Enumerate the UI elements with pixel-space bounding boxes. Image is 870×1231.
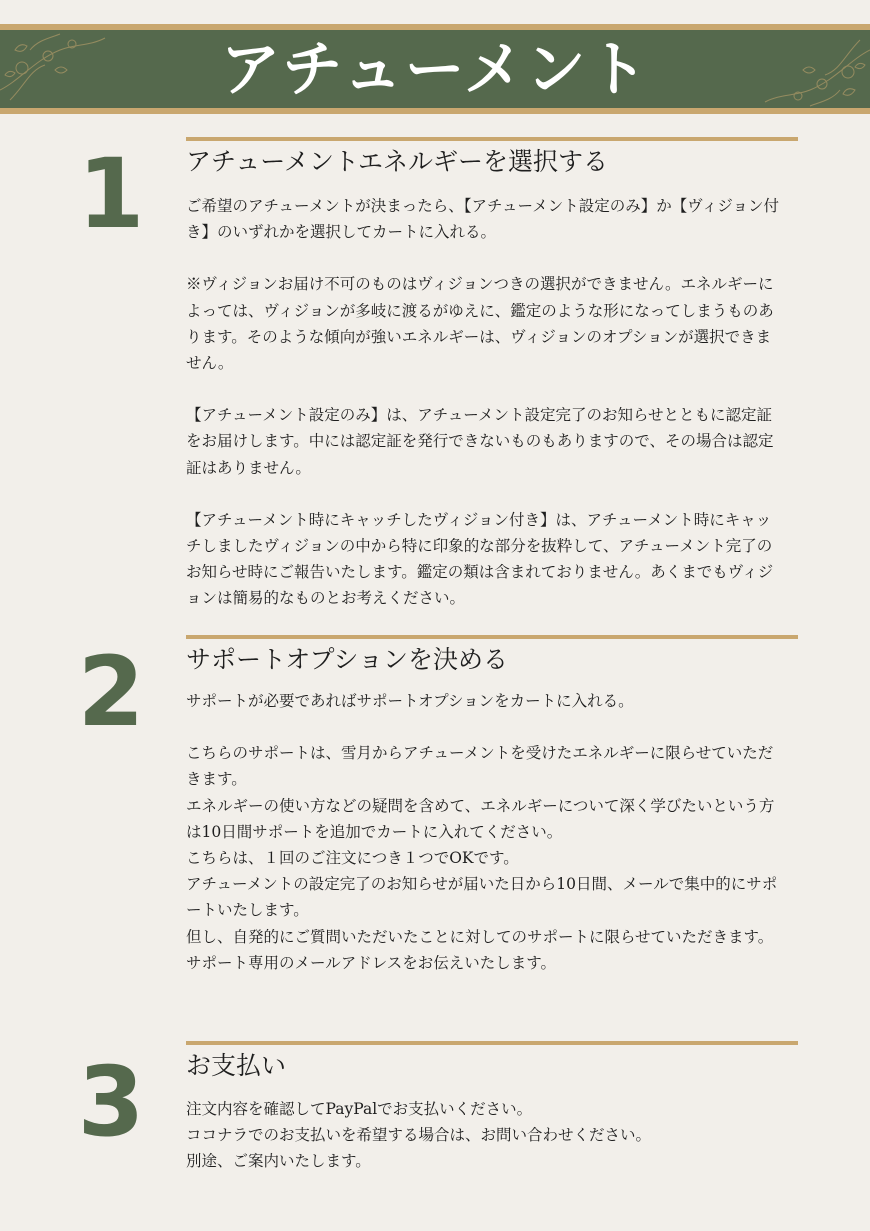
section-divider bbox=[186, 635, 798, 639]
paragraph: アチューメントの設定完了のお知らせが届いた日から10日間、メールで集中的にサポートいたします。 bbox=[186, 875, 778, 920]
section-heading: サポートオプションを決める bbox=[186, 645, 509, 674]
paragraph: 別途、ご案内いたします。 bbox=[186, 1152, 371, 1171]
paragraph: 【アチューメント設定のみ】は、アチューメント設定完了のお知らせとともに認定証をお届けします。中には認定証を発行できないものもありますので、その場合は認定証はありません。 bbox=[186, 406, 774, 477]
page-title: アチューメント bbox=[220, 35, 650, 105]
paragraph: サポートが必要であればサポートオプションをカートに入れる。 bbox=[186, 692, 634, 710]
paragraph: こちらは、１回のご注文につき１つでOKです。 bbox=[186, 849, 519, 868]
section-body bbox=[186, 1096, 786, 1175]
section-heading: アチューメントエネルギーを選択する bbox=[186, 147, 609, 176]
paragraph: サポート専用のメールアドレスをお伝えいたします。 bbox=[186, 953, 556, 972]
paragraph: 但し、自発的にご質問いただいたことに対してのサポートに限らせていただきます。 bbox=[186, 927, 774, 946]
step-number: 1 bbox=[77, 138, 145, 250]
paragraph: ※ヴィジョンお届け不可のものはヴィジョンつきの選択ができません。エネルギーによっては、ヴィジョンが多岐に渡るがゆえに、鑑定のような形になってしまうものあります。そのような傾向が強いエネルギーは、ヴィジョンのオプションが選択できません。 bbox=[186, 275, 774, 373]
title-banner bbox=[0, 24, 870, 114]
paragraph: 【アチューメント時にキャッチしたヴィジョン付き】は、アチューメント時にキャッチしましたヴィジョンの中から特に印象的な部分を抜粋して、アチューメント完了のお知らせ時にご報告いたします。鑑定の類は含まれておりません。あくまでもヴィジョンは簡易的なものとお考えください。 bbox=[186, 510, 774, 608]
step-number: 3 bbox=[77, 1046, 145, 1158]
section-divider bbox=[186, 137, 798, 141]
section-body bbox=[186, 193, 786, 612]
step-number: 2 bbox=[77, 636, 145, 748]
section-divider bbox=[186, 1041, 798, 1045]
section-body bbox=[186, 688, 786, 976]
paragraph: エネルギーの使い方などの疑問を含めて、エネルギーについて深く学びたいという方は10日間サポートを追加でカートに入れてください。 bbox=[186, 796, 775, 841]
paragraph: ココナラでのお支払いを希望する場合は、お問い合わせください。 bbox=[186, 1126, 652, 1145]
paragraph: ご希望のアチューメントが決まったら、【アチューメント設定のみ】か【ヴィジョン付き】のいずれかを選択してカートに入れる。 bbox=[186, 197, 780, 242]
section-heading: お支払い bbox=[186, 1051, 287, 1080]
paragraph: 注文内容を確認してPayPalでお支払いください。 bbox=[186, 1100, 533, 1118]
paragraph: こちらのサポートは、雪月からアチューメントを受けたエネルギーに限らせていただきます。 bbox=[186, 744, 774, 789]
